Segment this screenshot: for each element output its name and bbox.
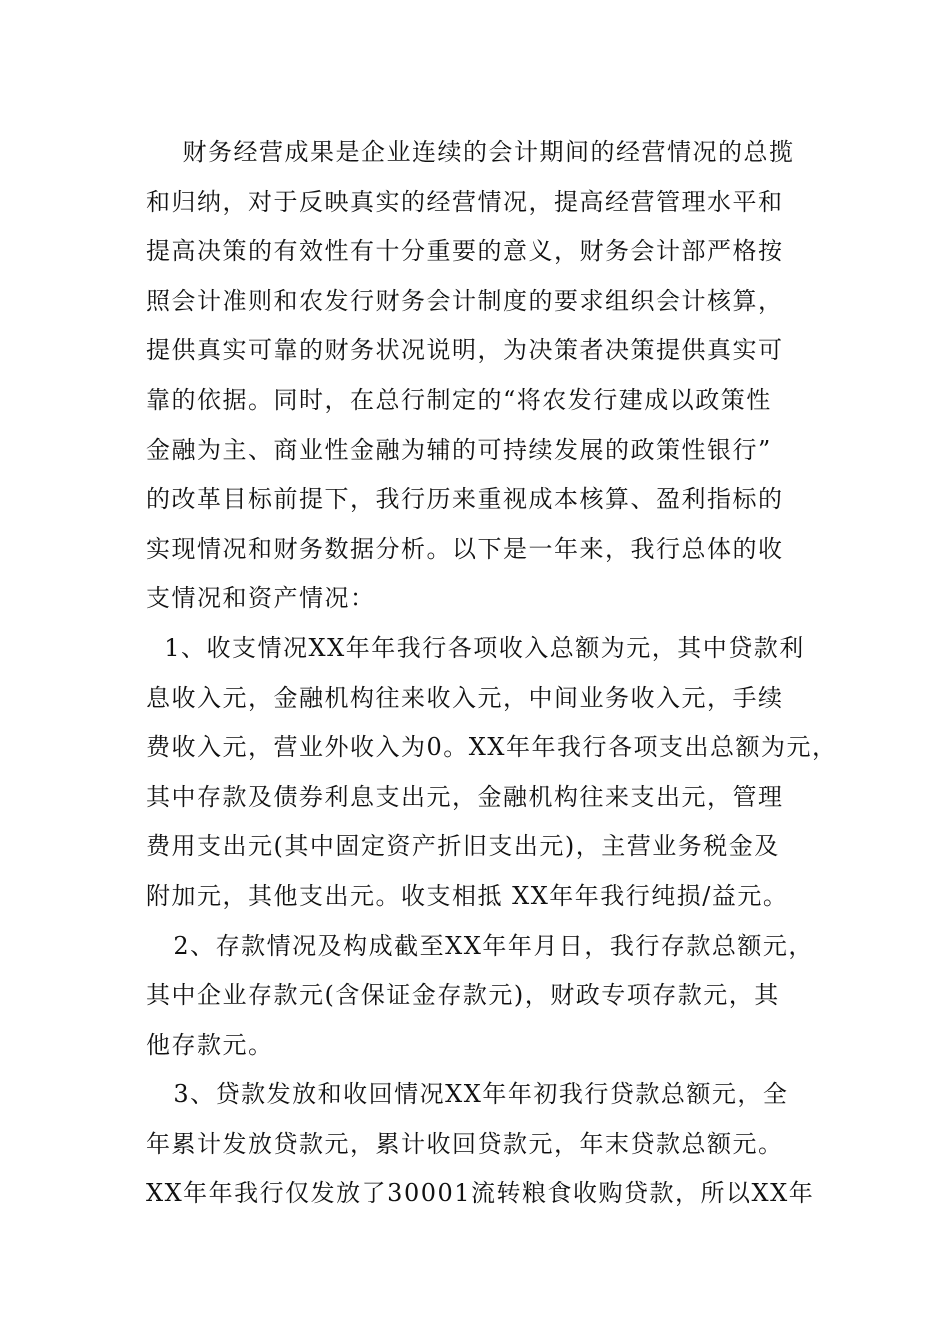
text-line-1: 财务经营成果是企业连续的会计期间的经营情况的总揽 [146, 138, 795, 166]
text-line-6: 靠的依据。同时，在总行制定的“将农发行建成以政策性 [146, 385, 772, 414]
text-line-19: 他存款元。 [146, 1030, 274, 1059]
text-line-18: 其中企业存款元(含保证金存款元)，财政专项存款元，其 [146, 981, 780, 1010]
text-line-16: 附加元，其他支出元。收支相抵 XX年年我行纯损/益元。 [146, 881, 789, 910]
text-line-20: 3、贷款发放和收回情况XX年年初我行贷款总额元，全 [146, 1080, 789, 1109]
text-line-10: 支情况和资产情况： [146, 584, 376, 613]
body-text [146, 128, 838, 1219]
text-line-17: 2、存款情况及构成截至XX年年月日，我行存款总额元， [146, 931, 814, 960]
text-line-15: 费用支出元(其中固定资产折旧支出元)，主营业务税金及 [146, 832, 780, 861]
text-line-8: 的改革目标前提下，我行历来重视成本核算、盈利指标的 [146, 485, 784, 514]
text-line-5: 提供真实可靠的财务状况说明，为决策者决策提供真实可 [146, 336, 784, 365]
text-line-9: 实现情况和财务数据分析。以下是一年来，我行总体的收 [146, 534, 784, 563]
text-line-4: 照会计准则和农发行财务会计制度的要求组织会计核算， [146, 286, 784, 315]
text-line-2: 和归纳，对于反映真实的经营情况，提高经营管理水平和 [146, 187, 784, 216]
text-line-21: 年累计发放贷款元，累计收回贷款元，年末贷款总额元。 [146, 1129, 784, 1158]
text-line-14: 其中存款及债券利息支出元，金融机构往来支出元，管理 [146, 782, 784, 811]
text-line-11: 1、收支情况XX年年我行各项收入总额为元，其中贷款利 [146, 633, 805, 662]
text-line-22: XX年年我行仅发放了30001流转粮食收购贷款，所以XX年 [146, 1179, 815, 1208]
text-line-12: 息收入元，金融机构往来收入元，中间业务收入元，手续 [146, 683, 784, 712]
text-line-13: 费收入元，营业外收入为0。XX年年我行各项支出总额为元， [146, 733, 838, 762]
text-line-3: 提高决策的有效性有十分重要的意义，财务会计部严格按 [146, 237, 784, 266]
text-line-7: 金融为主、商业性金融为辅的可持续发展的政策性银行” [146, 435, 772, 464]
